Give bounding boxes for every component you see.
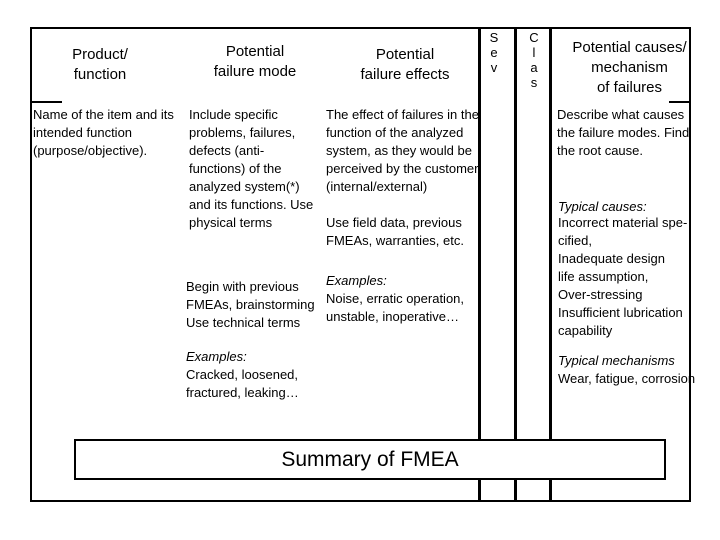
- column-divider: [514, 29, 517, 500]
- header-clas: C l a s: [529, 30, 539, 90]
- failure-effects-examples-label: Examples:: [326, 273, 387, 288]
- failure-effects-guidance: Use field data, previous FMEAs, warranties, etc.: [326, 215, 464, 248]
- header-sev: S e v: [489, 30, 499, 75]
- summary-box: [74, 439, 666, 480]
- column-divider: [549, 29, 552, 500]
- failure-mode-examples: Cracked, loosened, fractured, leaking…: [186, 367, 299, 400]
- failure-effects-examples: Noise, erratic operation, unstable, inoperative…: [326, 291, 465, 324]
- typical-mechanisms: Wear, fatigue, corrosion: [558, 371, 696, 386]
- causes-description: Describe what causes the failure modes. Find the root cause.: [557, 107, 690, 158]
- failure-mode-guidance: Begin with previous FMEAs, brainstorming Use technical terms: [186, 279, 315, 330]
- header-divider: [32, 101, 62, 103]
- summary-title: Summary of FMEA: [281, 447, 459, 471]
- header-causes: Potential causes/ mechanism of failures: [572, 39, 687, 96]
- header-failure-effects: Potential failure effects: [360, 46, 450, 83]
- header-divider: [669, 101, 689, 103]
- failure-mode-description: Include specific problems, failures, defects (anti- functions) of the analyzed system(*) and its functions. Use physical terms: [189, 107, 314, 230]
- failure-effects-description: The effect of failures in the function of the analyzed system, as they would be perceived by the customer (internal/external): [326, 107, 479, 194]
- typical-mechanisms-label: Typical mechanisms: [558, 353, 675, 368]
- column-divider: [478, 29, 481, 500]
- typical-causes-label: Typical causes:: [558, 199, 647, 214]
- failure-mode-examples-label: Examples:: [186, 349, 247, 364]
- header-failure-mode: Potential failure mode: [213, 43, 297, 80]
- header-product-function: Product/ function: [72, 46, 128, 83]
- product-function-description: Name of the item and its intended function (purpose/objective).: [33, 107, 174, 158]
- typical-causes: Incorrect material spe- cified, Inadequate design life assumption, Over-stressing Insufficient lubrication capability: [558, 215, 688, 338]
